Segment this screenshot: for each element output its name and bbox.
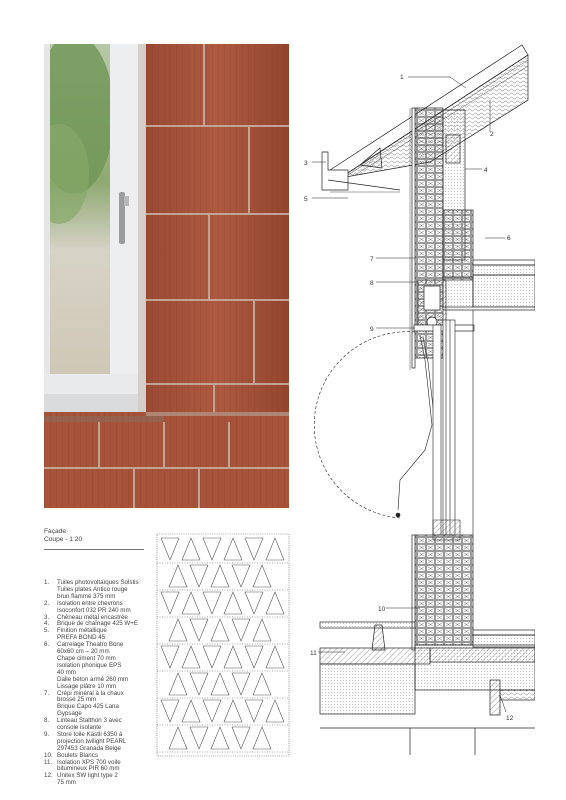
brick-cell <box>169 673 187 695</box>
callout-label: 4 <box>484 167 488 174</box>
callout-label: 6 <box>507 235 511 242</box>
legend-number: 5. <box>44 627 50 635</box>
legend-item <box>44 580 154 601</box>
legend-item <box>44 773 154 787</box>
callout-label: 3 <box>304 160 308 167</box>
brick-cell <box>245 592 263 614</box>
legend-item <box>44 628 154 642</box>
legend-number: 3. <box>44 613 50 621</box>
brick-cell <box>266 700 284 722</box>
brick-cell <box>211 673 229 695</box>
brick-cell <box>190 673 208 695</box>
brick-cell <box>253 673 271 695</box>
brick-cell <box>232 727 250 749</box>
brick-cell <box>245 646 263 668</box>
brick-detail-drawing <box>153 530 293 760</box>
brick-cell <box>182 700 200 722</box>
brick-cell <box>266 646 284 668</box>
brick-cell <box>253 727 271 749</box>
lower-wall <box>412 535 473 650</box>
callout-label: 8 <box>370 280 374 287</box>
legend-item <box>44 691 154 719</box>
legend-number: 11. <box>44 758 53 766</box>
legend-text: Crépi minéral à la chaux brossé 25 mm Brique Capo 425 Lana Gypsage <box>57 689 124 718</box>
legend-text: Carrelage Theatro Bone 60x60 cm – 20 mm Chape ciment 70 mm Isolation phonique EPS 40 mm Dalle béton armé 260 mm Lissage plâtre 10 mm <box>57 641 129 690</box>
legend-item <box>44 760 154 774</box>
legend-number: 6. <box>44 641 50 649</box>
brick-cell <box>224 700 242 722</box>
brick-cell <box>245 700 263 722</box>
legend-number: 12. <box>44 772 53 780</box>
legend-text: Chêneau métal encastrée <box>57 613 128 621</box>
legend-text: Brique de chaînage 425 W+E <box>57 620 139 628</box>
legend-number: 10. <box>44 751 53 759</box>
brick-cell <box>224 592 242 614</box>
caption-title: Façade <box>44 528 66 535</box>
brick-cell <box>190 727 208 749</box>
brick-cell <box>253 565 271 587</box>
brick-cell <box>211 565 229 587</box>
brick-cell <box>203 592 221 614</box>
brick-cell <box>169 619 187 641</box>
legend-text: Unitex SW light type 2 75 mm <box>57 772 118 787</box>
legend-number: 9. <box>44 730 50 738</box>
legend-number: 2. <box>44 599 50 607</box>
brick-cell <box>266 538 284 560</box>
materials-legend <box>44 580 154 787</box>
brick-cell <box>161 700 179 722</box>
brick-cell <box>203 538 221 560</box>
brick-cell <box>232 619 250 641</box>
callout-label: 11 <box>310 650 317 657</box>
photo-illustration <box>44 44 289 508</box>
facade-section-drawing <box>300 40 535 790</box>
facade-photo <box>44 44 289 508</box>
legend-number: 8. <box>44 717 50 725</box>
section-svg <box>300 40 535 790</box>
brick-cell <box>232 565 250 587</box>
brick-cell <box>266 592 284 614</box>
brick-cell <box>224 538 242 560</box>
brick-cell <box>232 673 250 695</box>
brick-detail-svg <box>153 530 293 760</box>
brick-cell <box>182 646 200 668</box>
callout-label: 9 <box>370 326 374 333</box>
brick-cell <box>211 619 229 641</box>
brick-cell <box>169 727 187 749</box>
legend-text: Isolation entre chevrons Isoconfort 032 PR 240 mm <box>57 599 131 614</box>
brick-cell <box>245 538 263 560</box>
brick-cell <box>211 727 229 749</box>
caption-rule <box>44 549 144 550</box>
caption-subtitle: Coupe - 1:20 <box>44 536 83 543</box>
brick-cell <box>190 565 208 587</box>
brick-cell <box>161 592 179 614</box>
callout-label: 2 <box>490 131 494 138</box>
brick-cell <box>182 592 200 614</box>
callout-label: 5 <box>304 196 308 203</box>
callout-label: 12 <box>506 715 514 722</box>
legend-number: 7. <box>44 689 50 697</box>
brick-cell <box>203 646 221 668</box>
brick-cell <box>161 646 179 668</box>
legend-text: Tuiles photovoltaïques Solstis Tuiles plates Antico rouge brun flammé 375 mm <box>57 579 139 600</box>
legend-item <box>44 642 154 690</box>
legend-item <box>44 732 154 753</box>
brick-cell <box>203 700 221 722</box>
legend-number: 1. <box>44 579 50 586</box>
legend-text: Isolation XPS 700 voile bitumineux PIR 60 mm <box>57 758 121 773</box>
brick-cell <box>169 565 187 587</box>
callout-label: 1 <box>400 74 404 81</box>
window-and-awning <box>314 310 473 540</box>
callout-label: 7 <box>370 256 374 263</box>
drawing-caption <box>44 528 144 554</box>
callout-label: 10 <box>378 606 386 613</box>
legend-item <box>44 601 154 615</box>
brick-cell <box>190 619 208 641</box>
brick-cell <box>182 538 200 560</box>
legend-text: Finition métallique PREFA BOND 45 <box>57 627 107 642</box>
legend-text: Linteau Stalthon 3 avec console isolante <box>57 717 122 732</box>
brick-cell <box>224 646 242 668</box>
brick-cell <box>161 538 179 560</box>
legend-number: 4. <box>44 620 50 628</box>
legend-text: Boulets Blancs <box>57 751 98 759</box>
legend-item <box>44 718 154 732</box>
legend-text: Store toile Kästli 6350 à projection twilight PEARL 297453 Granada Beige <box>57 730 127 752</box>
brick-cell <box>253 619 271 641</box>
